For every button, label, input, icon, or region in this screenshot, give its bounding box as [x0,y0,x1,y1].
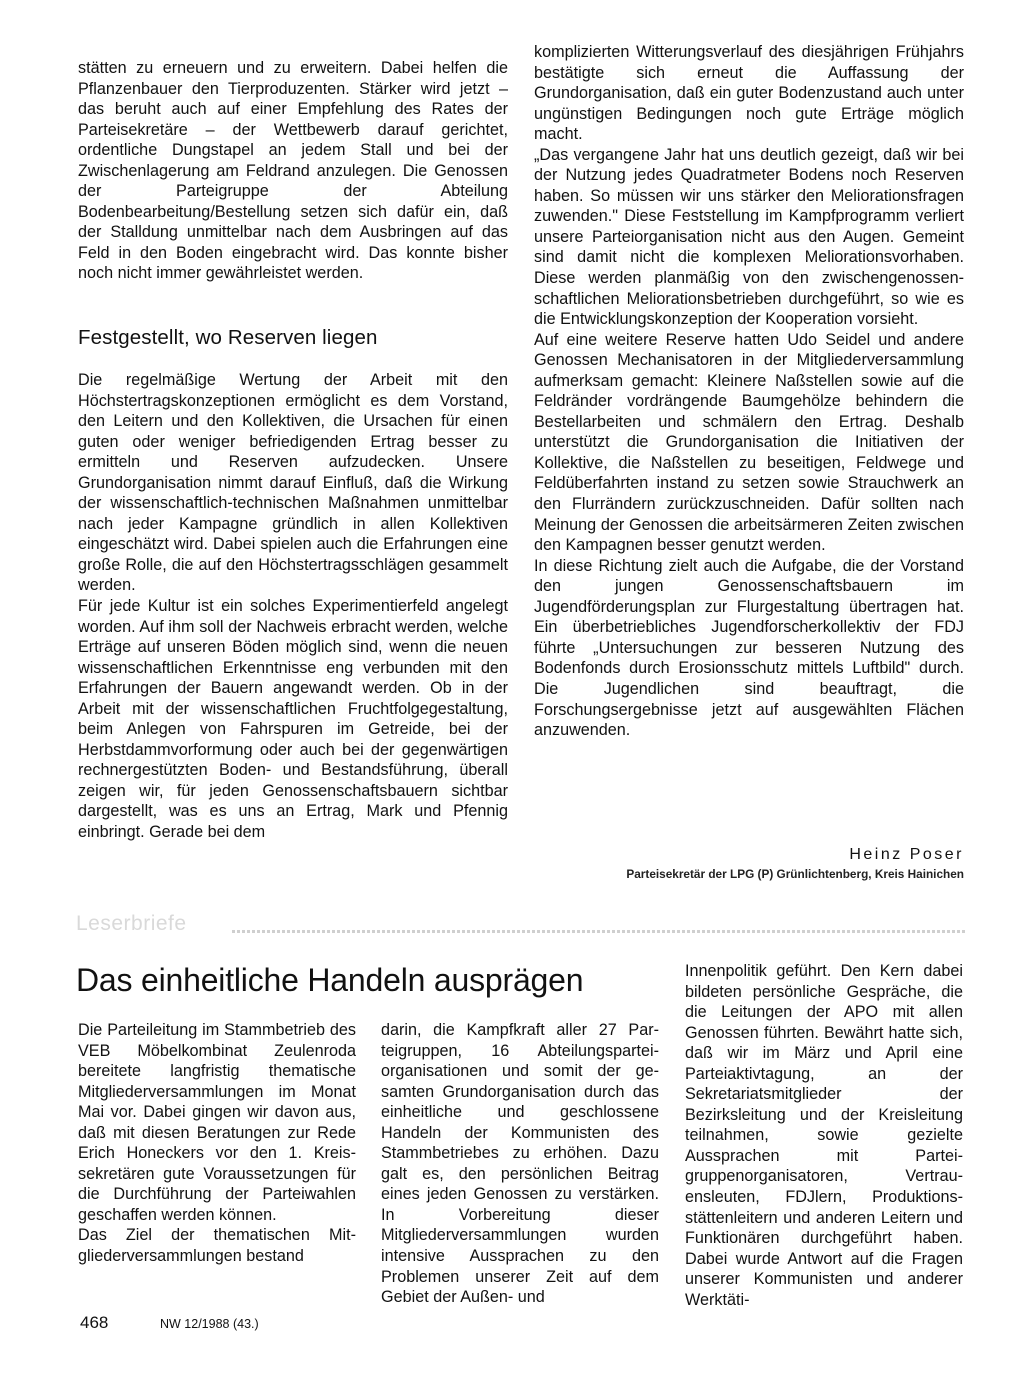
issue-label: NW 12/1988 (43.) [160,1317,259,1331]
page-number: 468 [80,1313,109,1332]
paragraph: In diese Richtung zielt auch die Aufgabe, die der Vorstand den jungen Genossenschaftsbauern im Jugendförderungsplan zur Flurgestaltung übertragen hat. Ein überbetriebliches Jugendforscherkollektiv der FDJ führte „Untersuchungen zur besseren Nutzung des Bodenfonds durch Erosionsschutz mittels Luftbild" durch. Die Jugendlichen sind beauftragt, die Forschungsergebnisse jetzt auf ausgewählten Flächen anzuwenden. [534,556,964,740]
section-heading: Festgestellt, wo Reserven liegen [78,326,378,349]
column-top-right [534,42,964,741]
paragraph: Die Parteileitung im Stammbetrieb des VEB Möbelkombinat Zeulenroda bereitete langfristig thematische Mitgliederversammlungen im Monat Mai vor. Dabei gingen wir davon aus, daß mit diesen Beratungen zur Rede Erich Honeckers vor den 1. Kreissekretären gute Voraussetzungen für die Durchführung der Parteiwahlen geschaffen werden können. [78,1021,356,1224]
paragraph: Für jede Kultur ist ein solches Experimentierfeld angelegt worden. Auf ihm soll der Nachweis erbracht werden, welche Erträge auf unseren Böden möglich sind, wenn die neuen wissenschaftlichen Erkenntnisse eng verbunden mit den Erfahrungen der Bauern angewandt werden. Ob in der Arbeit mit der wissenschaftlichen Fruchtfolgegestaltung, beim Anlegen von Fahrspuren im Getreide, bei der Herbstdammvorformung oder auch bei der gegenwärtigen rechnergestützten Boden- und Bestandsführung, überall zeigen wir, für jeden Genossenschaftsbauern sichtbar dargestellt, was es uns an Ertrag, Mark und Pfennig einbringt. Gerade bei dem [78,597,508,842]
section-label: Leserbriefe [76,912,187,935]
author-affiliation: Parteisekretär der LPG (P) Grünlichtenberg, Kreis Hainichen [626,867,964,881]
paragraph: Die regelmäßige Wertung der Arbeit mit den Höchstertragskonzeptionen ermöglicht es dem Vorstand, den Leitern und den Kollektiven, die Ursachen für einen guten oder weniger befriedigenden Ertrag besser zu ermitteln und Reserven aufzudecken. Unsere Grundorganisation nimmt darauf Einfluß, daß die Wirkung der wissenschaftlich-technischen Maßnahmen unmittelbar nach jeder Kampagne gründlich in allen Kollektiven eingeschätzt wird. Dabei spielen auch die Erfahrungen eine große Rolle, die auf den Höchstertragsschlägen gesammelt werden. [78,371,508,595]
paragraph: Auf eine weitere Reserve hatten Udo Seidel und andere Genossen Mechanisatoren in der Mitgliederversammlung aufmerksam gemacht: Kleinere Naßstellen sowie auf die Feldränder vordrängende Baumgehölze behindern die Bestellarbeiten und schmälern den Ertrag. Deshalb unterstützt die Grundorganisation die Initiativen der Kollektive, die Naßstellen zu beseitigen, Feldwege und Feldüberfahrten instand zu setzen sowie Strauchwerk an den Flurrändern zurückzuschneiden. Dafür sollten nach Meinung der Genossen die arbeitsärmeren Zeiten zwischen den Kampagnen besser genutzt werden. [534,330,964,555]
paragraph: Innenpolitik geführt. Den Kern dabei bildeten persönliche Gespräche, die die Leitungen der APO mit allen Genossen führten. Bewährt hatte sich, daß wir im März und April eine Parteiaktivtagung, an der Sekretariatsmitglieder der Bezirksleitung und der Kreisleitung teilnahmen, sowie gezielte Aussprachen mit Parteigruppenorganisatoren, Vertrauensleuten, FDJlern, Produktionsstättenleitern und anderen Leitern und Funktionären durchgeführt haben. Dabei wurde Antwort auf die Fragen unserer Kommunisten und anderer Werktäti- [685,962,963,1309]
column-top-left [78,58,508,284]
section-divider [232,930,966,933]
column-top-left-continued [78,370,508,843]
article-title: Das einheitliche Handeln ausprägen [76,962,584,998]
article-column-1 [78,1020,356,1267]
paragraph: darin, die Kampfkraft aller 27 Parteigruppen, 16 Abteilungsparteiorganisationen und somit der gesamten Grundorganisation durch das einheitliche und geschlossene Handeln der Kommunisten des Stammbetriebes zu erhöhen. Dazu galt es, den persönlichen Beitrag eines jeden Genossen zu verstärken. In Vorbereitung dieser Mitgliederversammlungen wurden intensive Aussprachen zu den Problemen unserer Zeit auf dem Gebiet der Außen- und [381,1021,659,1307]
paragraph: „Das vergangene Jahr hat uns deutlich gezeigt, daß wir bei der Nutzung jedes Quadratmeter Bodens noch Reserven haben. So müssen wir uns stärker den Meliorationsfragen zuwenden." Diese Feststellung im Kampfprogramm verliert unsere Parteiorganisation nicht aus den Augen. Gemeint sind damit nicht die komplexen Meliorationsvorhaben. Diese werden planmäßig von den zwischengenossenschaftlichen Meliorationsbetrieben durchgeführt, so wie es die Entwicklungskonzeption der Kooperation vorsieht. [534,145,964,329]
article-column-3 [685,961,963,1310]
paragraph: stätten zu erneuern und zu erweitern. Dabei helfen die Pflanzenbauer den Tierproduzenten. Stärker wird jetzt – das beruht auch auf einer Empfehlung des Rates der Parteisekretäre – der Wettbewerb darauf gerichtet, ordentliche Dungstapel an jedem Stall und bei der Zwischenlagerung am Feldrand anzulegen. Die Genossen der Parteigruppe der Abteilung Bodenbearbeitung/Bestellung setzen sich dafür ein, daß der Stalldung unmittelbar nach dem Ausbringen auf das Feld in den Boden eingebracht wird. Das konnte bisher noch nicht immer gewährleistet werden. [78,59,508,283]
article-column-2 [381,1020,659,1308]
paragraph: komplizierten Witterungsverlauf des diesjährigen Frühjahrs bestätigte sich erneut die Auffassung der Grundorganisation, daß ein guter Bodenzustand auch unter ungünstigen Bedingungen noch gute Erträge möglich macht. [534,43,964,144]
author-name: Heinz Poser [849,846,964,863]
paragraph: Das Ziel der thematischen Mitgliederversammlungen bestand [78,1226,356,1266]
